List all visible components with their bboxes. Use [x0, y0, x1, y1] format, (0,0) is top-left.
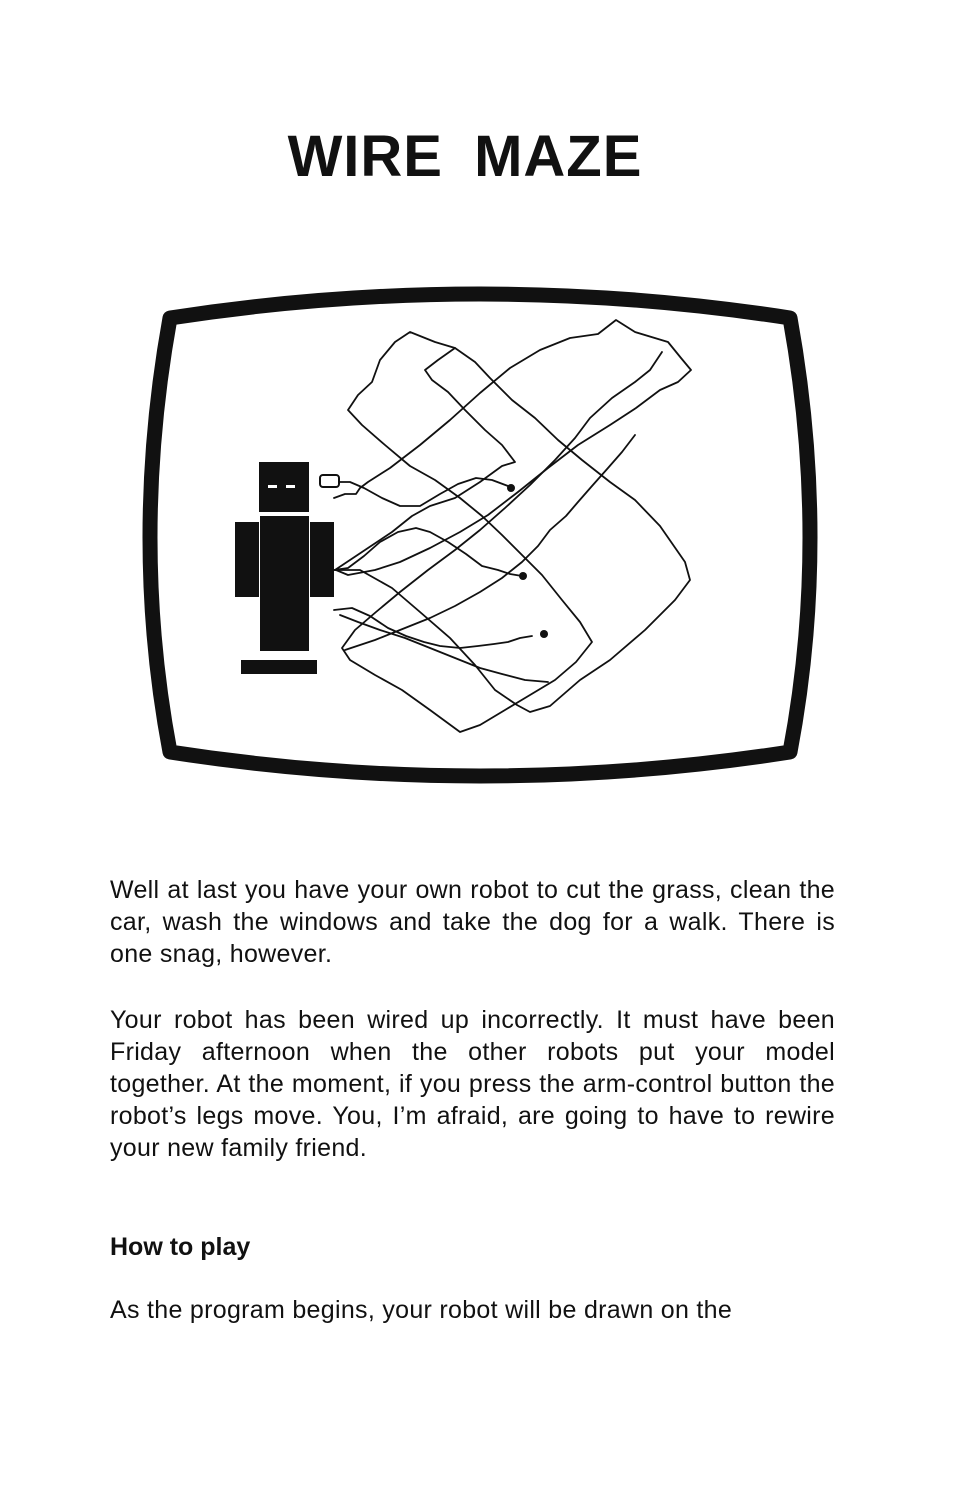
page-title: WIRE MAZE [287, 124, 643, 189]
wire-outline-b [335, 332, 690, 732]
how-to-play-text: As the program begins, your robot will be drawn on the [110, 1296, 733, 1324]
robot-base [241, 660, 317, 674]
wire-end-3 [540, 630, 548, 638]
intro-paragraph: Well at last you have your own robot to cut the grass, clean the car, wash the windows and take the dog for a walk. There is one snag, however. [110, 876, 835, 968]
robot-left-arm [235, 522, 259, 597]
story-paragraph: Your robot has been wired up incorrectly. It must have been Friday afternoon when the other robots put your model together. At the moment, if you press the arm-control button the robot’s legs move. You, I’m afraid, are going to have to rewire your new family friend. [110, 1006, 835, 1162]
wire-from-box [339, 478, 508, 506]
how-to-play-heading: How to play [110, 1233, 251, 1261]
robot-eye-right [286, 485, 295, 488]
robot-right-arm [310, 522, 334, 597]
robot-icon [235, 462, 339, 674]
wire-inner-1 [335, 348, 515, 570]
wire-end-2 [519, 572, 527, 580]
tangled-wire-icon [334, 320, 691, 732]
robot-head [259, 462, 309, 512]
robot-body [260, 516, 309, 651]
robot-control-box [320, 475, 339, 487]
wire-end-1 [507, 484, 515, 492]
robot-eye-left [268, 485, 277, 488]
wire-from-arm-2 [334, 608, 532, 648]
maze-illustration [130, 270, 830, 810]
